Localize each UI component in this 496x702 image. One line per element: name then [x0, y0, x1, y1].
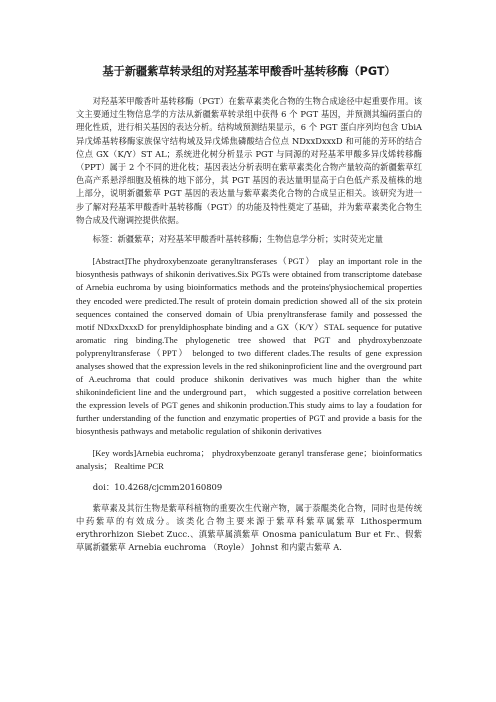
- body-intro-paragraph: 紫草素及其衍生物是紫草科植物的重要次生代谢产物，属于萘醌类化合物，同时也是传统中药紫草的有效成分。该类化合物主要来源于紫草科紫草属紫草 Lithospermum erythrorhizon Siebet Zucc.、滇紫草属滇紫草 Onosma paniculatum Bur et Fr.、假紫草属新疆紫草 Arnebia euchroma （Royle） Johnst 和内蒙古紫草 A.: [76, 502, 422, 553]
- english-abstract: [Abstract]The phydroxybenzoate geranyltransferases（PGT） play an important role in the biosynthesis pathways of shikonin derivatives.Six PGTs were obtained from transcriptome datebase of Arnebia euchroma by using bioinformatics methods and the proteins'physiochemical properties they encoded were predicted.The result of protein domain prediction showed all of the six protein sequences contained the conserved domain of Ubia prenyltransferase family and possessed the motif NDxxDxxxD for prenyldiphosphate binding and a GX（K/Y）STAL sequence for putative aromatic ring binding.The phylogenetic tree showed that PGT and phydroxybenzoate polyprenyltransferase（PPT） belonged to two different clades.The results of gene expression analyses showed that the expression levels in the red shikoninproficient line and the overground part of A.euchroma that could produce shikonin derivatives was much higher than the white shikonindeficient line and the underground part， which suggested a positive correlation between the expression levels of PGT genes and shikonin production.This study aims to lay a foudation for further understanding of the function and enzymatic properties of PGT and provide a basis for the biosynthesis pathways and metabolic regulation of shikonin derivatives: [76, 256, 422, 437]
- chinese-abstract: 对羟基苯甲酸香叶基转移酶（PGT）在紫草素类化合物的生物合成途径中起重要作用。该文主要通过生物信息学的方法从新疆紫草转录组中获得 6 个 PGT 基因，并预测其编码蛋白的理化性质，进行相关基因的表达分析。结构域预测结果显示，6 个 PGT 蛋白序列均包含 UbiA 异戊烯基转移酶家族保守结构域及异戊烯焦磷酸结合位点 NDxxDxxxD 和可能的芳环的结合位点 GX（K/Y）ST AL；系统进化树分析显示 PGT 与同源的对羟基苯甲酸多异戊烯转移酶（PPT）属于 2 个不同的进化枝；基因表达分析表明在紫草素类化合物产量较高的新疆紫草红色高产系悬浮细胞及植株的地下部分，其 PGT 基因的表达量明显高于白色低产系及植株的地上部分，说明新疆紫草 PGT 基因的表达量与紫草素类化合物的合成呈正相关。该研究为进一步了解对羟基苯甲酸香叶基转移酶（PGT）的功能及特性奠定了基础，并为紫草素类化合物生物合成及代谢调控提供依据。: [76, 96, 422, 225]
- paper-page: [76, 64, 422, 555]
- paper-title: 基于新疆紫草转录组的对羟基苯甲酸香叶基转移酶（PGT）: [102, 65, 396, 78]
- chinese-keywords: 标签：新疆紫草；对羟基苯甲酸香叶基转移酶；生物信息学分析；实时荧光定量: [92, 234, 383, 245]
- doi-line: doi：10.4268/cjcmm20160809: [92, 481, 223, 492]
- english-keywords: [Key words]Arnebia euchroma； phydroxybenzoate geranyl transferase gene；bioinformatics analysis； Realtime PCR: [76, 447, 422, 471]
